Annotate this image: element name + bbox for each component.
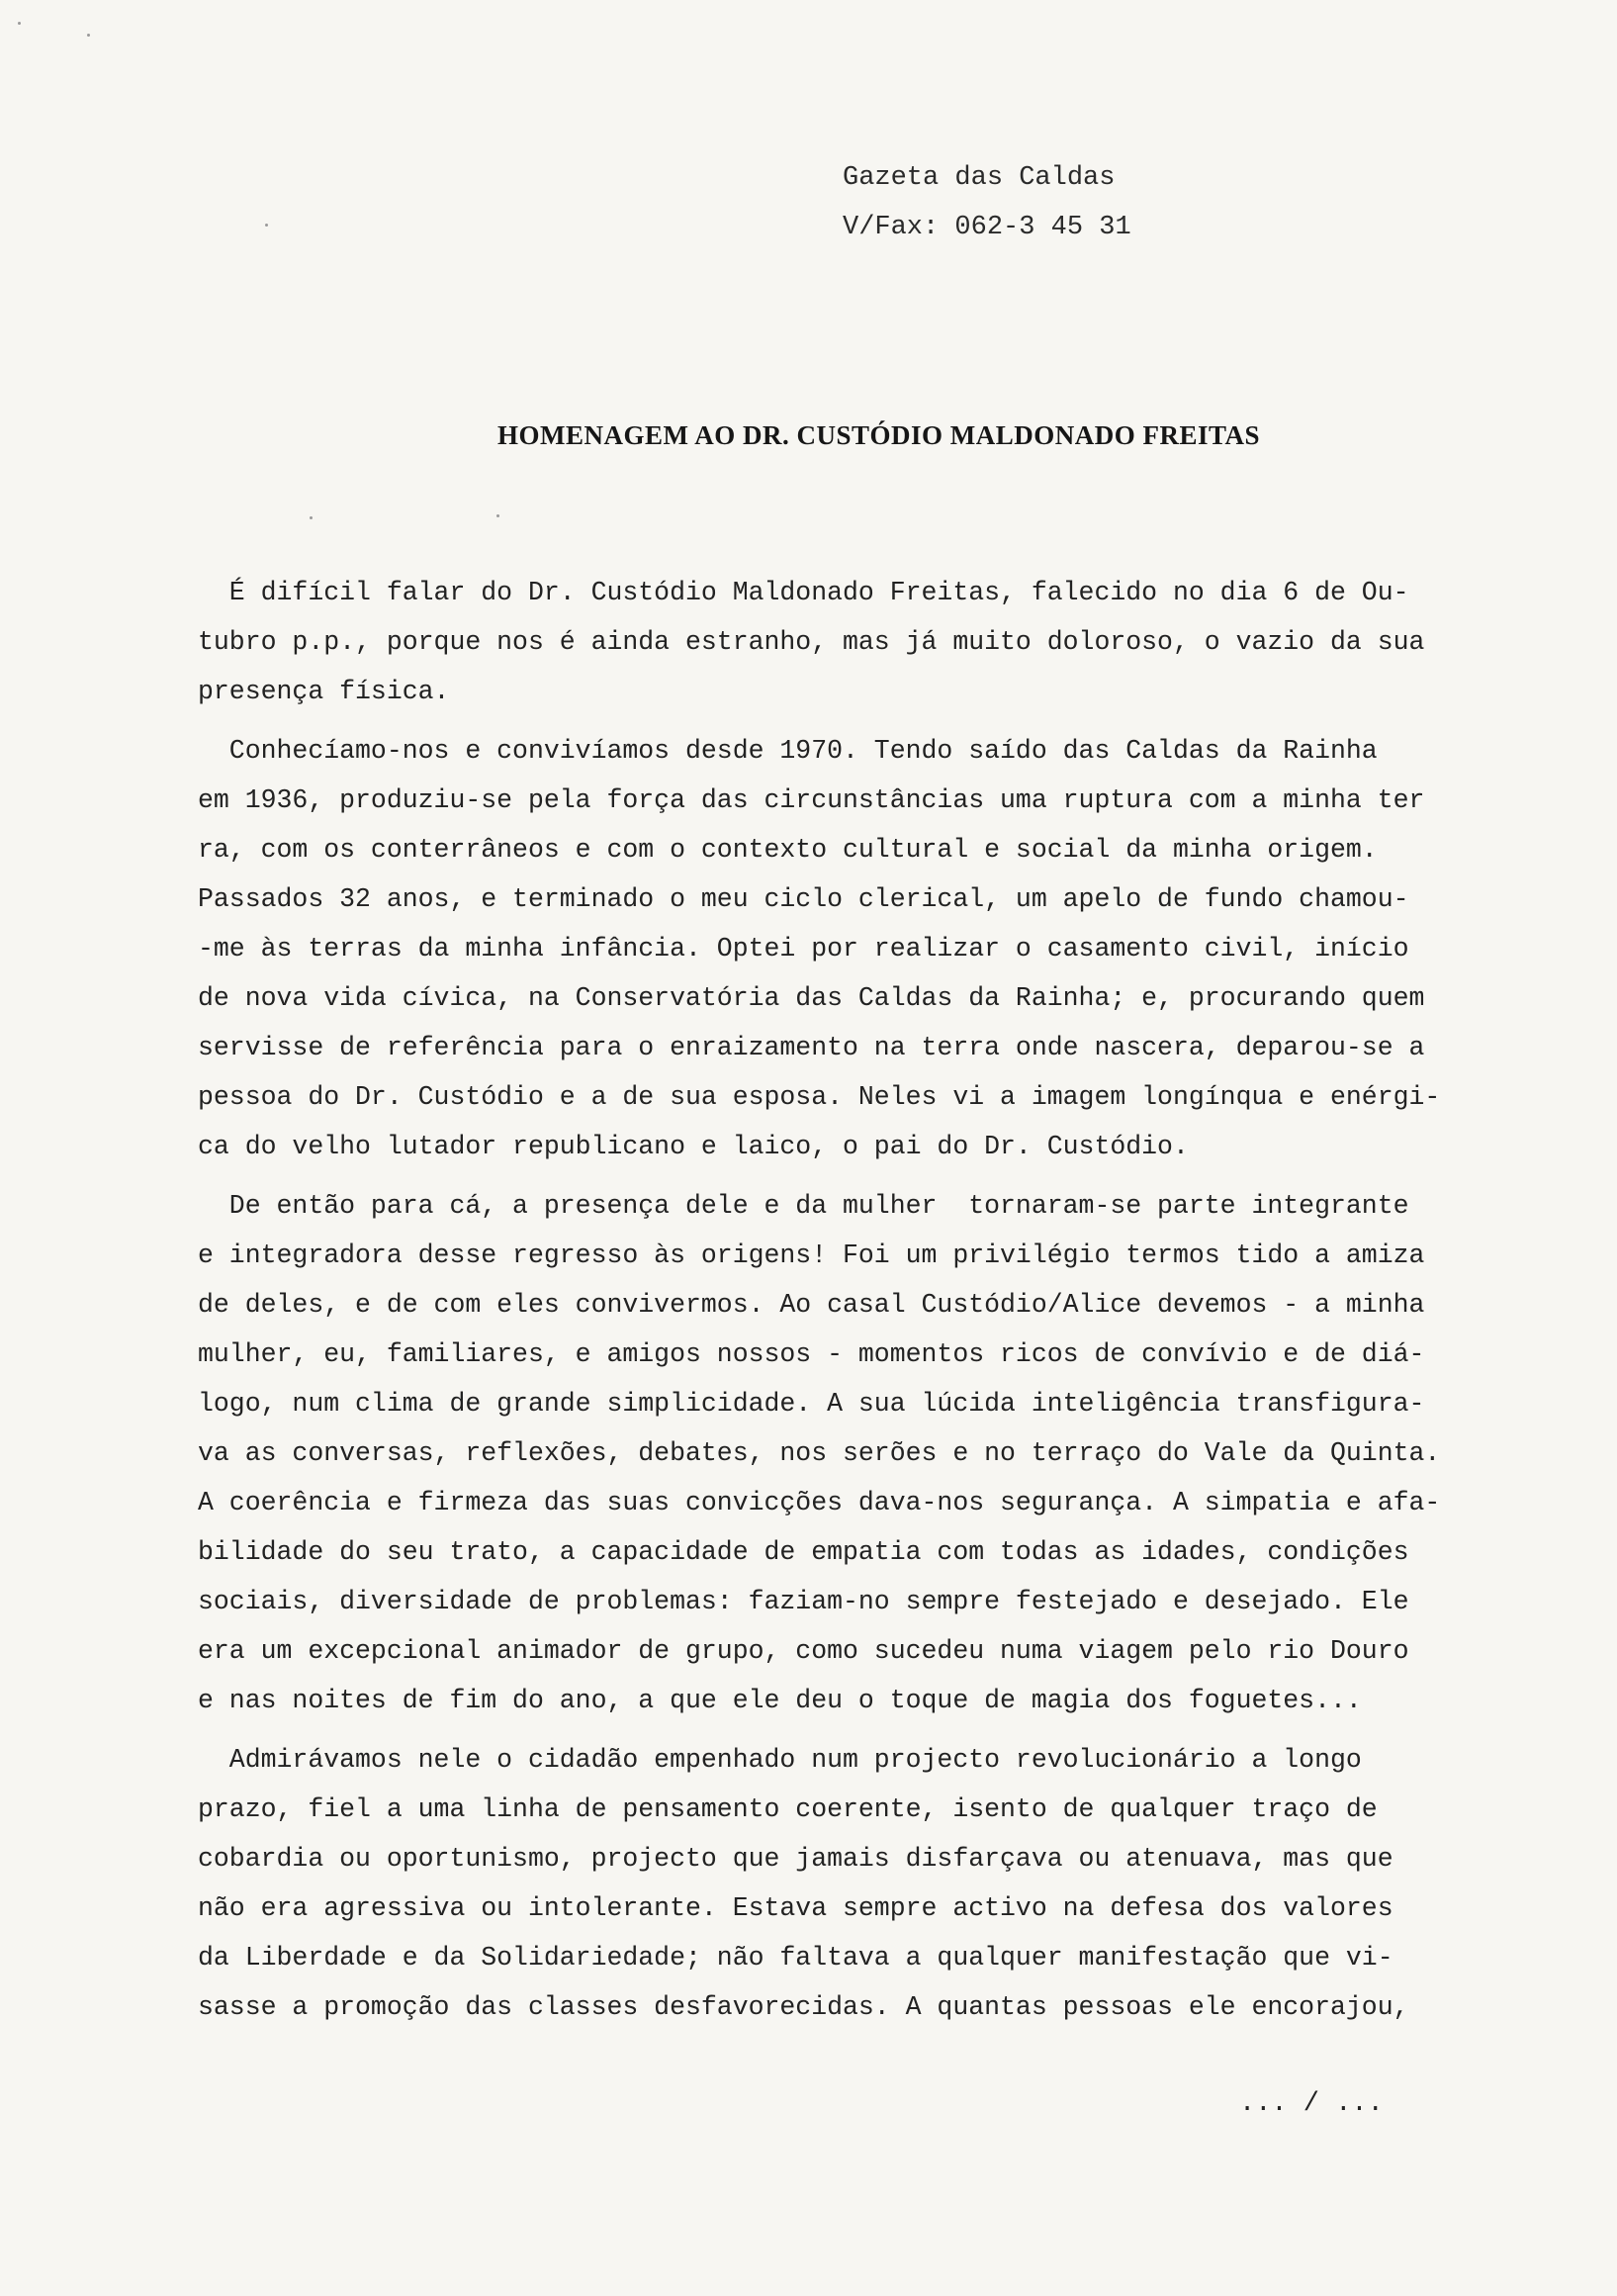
text-line: e integradora desse regresso às origens! Foi um privilégio termos tido a amiza (198, 1240, 1425, 1270)
paper-speck (265, 224, 268, 227)
text-line: não era agressiva ou intolerante. Estava sempre activo na defesa dos valores (198, 1893, 1393, 1923)
text-line: em 1936, produziu-se pela força das circunstâncias uma ruptura com a minha ter (198, 785, 1425, 815)
text-line: A coerência e firmeza das suas convicções dava-nos segurança. A simpatia e afa- (198, 1488, 1441, 1517)
letterhead (843, 153, 1131, 252)
text-line: da Liberdade e da Solidariedade; não faltava a qualquer manifestação que vi- (198, 1943, 1393, 1973)
text-line: prazo, fiel a uma linha de pensamento coerente, isento de qualquer traço de (198, 1794, 1378, 1824)
text-line: e nas noites de fim do ano, a que ele deu o toque de magia dos foguetes... (198, 1686, 1362, 1715)
paper-speck (310, 516, 313, 519)
paragraph (198, 568, 1513, 716)
paragraph (198, 1181, 1513, 1725)
continuation-mark: ... / ... (1239, 2089, 1384, 2119)
fax-number: V/Fax: 062-3 45 31 (843, 213, 1131, 242)
document-body (198, 568, 1513, 2042)
text-line: Admirávamos nele o cidadão empenhado num projecto revolucionário a longo (198, 1745, 1362, 1775)
paper-speck (18, 22, 21, 25)
text-line: cobardia ou oportunismo, projecto que jamais disfarçava ou atenuava, mas que (198, 1844, 1393, 1874)
paragraph (198, 1735, 1513, 2032)
text-line: ca do velho lutador republicano e laico, o pai do Dr. Custódio. (198, 1132, 1189, 1161)
text-line: ra, com os conterrâneos e com o contexto cultural e social da minha origem. (198, 835, 1378, 865)
text-line: Conhecíamo-nos e convivíamos desde 1970. Tendo saído das Caldas da Rainha (198, 736, 1378, 766)
text-line: logo, num clima de grande simplicidade. A sua lúcida inteligência transfigura- (198, 1389, 1425, 1419)
paragraph (198, 726, 1513, 1171)
text-line: bilidade do seu trato, a capacidade de empatia com todas as idades, condições (198, 1537, 1409, 1567)
paper-speck (496, 514, 499, 517)
text-line: va as conversas, reflexões, debates, nos serões e no terraço do Vale da Quinta. (198, 1438, 1441, 1468)
text-line: mulher, eu, familiares, e amigos nossos - momentos ricos de convívio e de diá- (198, 1339, 1425, 1369)
text-line: -me às terras da minha infância. Optei por realizar o casamento civil, início (198, 934, 1409, 964)
document-title: HOMENAGEM AO DR. CUSTÓDIO MALDONADO FREITAS (497, 420, 1261, 450)
text-line: servisse de referência para o enraizamento na terra onde nascera, deparou-se a (198, 1033, 1425, 1062)
text-line: presença física. (198, 677, 450, 706)
text-line: Passados 32 anos, e terminado o meu ciclo clerical, um apelo de fundo chamou- (198, 884, 1409, 914)
text-line: tubro p.p., porque nos é ainda estranho, mas já muito doloroso, o vazio da sua (198, 627, 1425, 657)
text-line: É difícil falar do Dr. Custódio Maldonado Freitas, falecido no dia 6 de Ou- (198, 578, 1409, 607)
newspaper-name: Gazeta das Caldas (843, 163, 1116, 193)
text-line: de deles, e de com eles convivermos. Ao casal Custódio/Alice devemos - a minha (198, 1290, 1425, 1320)
paper-speck (87, 34, 90, 37)
text-line: sociais, diversidade de problemas: faziam-no sempre festejado e desejado. Ele (198, 1587, 1409, 1616)
text-line: sasse a promoção das classes desfavorecidas. A quantas pessoas ele encorajou, (198, 1992, 1409, 2022)
text-line: de nova vida cívica, na Conservatória das Caldas da Rainha; e, procurando quem (198, 983, 1425, 1013)
text-line: pessoa do Dr. Custódio e a de sua esposa. Neles vi a imagem longínqua e enérgi- (198, 1082, 1441, 1112)
text-line: era um excepcional animador de grupo, como sucedeu numa viagem pelo rio Douro (198, 1636, 1409, 1666)
text-line: De então para cá, a presença dele e da mulher tornaram-se parte integrante (198, 1191, 1409, 1221)
